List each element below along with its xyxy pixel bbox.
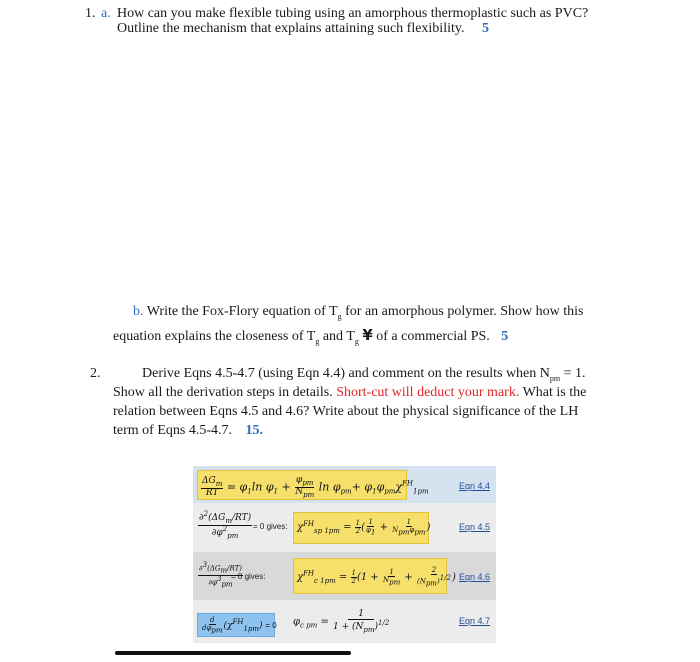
question-1a-line2: Outline the mechanism that explains attaining such flexibility. 5	[117, 21, 489, 36]
equation-4-7-condition-box: $\frac{d}{d\varphi_{pm}}$ $(\chi^{FH}_{1pm}) = 0$	[197, 613, 275, 637]
question-1a-marks: 5	[481, 21, 489, 36]
equation-4-7-condition: = 0	[265, 621, 277, 631]
equation-row-4-6	[193, 552, 496, 600]
question-2-line1: Derive Eqns 4.5-4.7 (using Eqn 4.4) and comment on the results when $N_{pm} = 1$.	[142, 366, 586, 383]
question-2-line2: Show all the derivation steps in details. Short-cut will deduct your mark. What is the	[113, 385, 587, 400]
warning-text: Short-cut will deduct your mark.	[336, 385, 520, 400]
equation-4-6-label: Eqn 4.6	[458, 572, 490, 582]
question-2-line3: relation between Eqns 4.5 and 4.6? Write about the physical significance of the LH	[113, 404, 579, 419]
equation-row-4-4	[193, 466, 496, 503]
equation-4-6-condition: = 0 gives:	[231, 572, 266, 581]
equation-4-5-label: Eqn 4.5	[458, 522, 490, 532]
question-2-line4: term of Eqns 4.5-4.7. 15.	[113, 423, 263, 438]
equation-4-5-condition: = 0 gives:	[253, 522, 288, 531]
special-symbol: ¥	[362, 326, 373, 344]
equation-4-6-condition-derivative: $\frac{\partial^3(\Delta G_m/RT)}{\partial\varphi^3_{pm}}$	[199, 561, 243, 589]
equation-4-6-formula: $\chi^{FH}_{c 1pm}$ = $\frac{1}{2}$ (1 + $\frac{1}{N_{pm}}$ + $\frac{2}{(N_{pm})^{1/2}}$ )	[293, 558, 447, 594]
question-2-marks: 15.	[245, 423, 263, 438]
question-1a-line1: How can you make flexible tubing using an amorphous thermoplastic such as PVC?	[117, 6, 589, 21]
question-1b-label: b.	[133, 304, 144, 319]
equation-4-7-label: Eqn 4.7	[458, 616, 490, 626]
equation-4-7-formula: $\varphi_{c pm}$ = $\frac{1}{1 + (N_{pm})^{1/2}}$	[293, 609, 390, 634]
home-indicator-bar	[115, 651, 351, 655]
equation-4-5-formula: $\chi^{FH}_{sp 1pm}$ = $\frac{1}{2}$ ( $\frac{1}{\varphi_1}$ + $\frac{1}{N_{pm}\varphi_{pm}}$ )	[293, 512, 429, 544]
question-1b-line1: b. Write the Fox-Flory equation of $T_g$ for an amorphous polymer. Show how this	[133, 304, 584, 321]
equation-row-4-7	[193, 600, 496, 643]
question-1a-label: a.	[101, 6, 111, 21]
equations-table	[193, 466, 496, 643]
equation-row-4-5	[193, 503, 496, 552]
question-1b-line2: equation explains the closeness of $T_g$ and $T_g$ ¥ of a commercial PS. 5	[113, 326, 509, 346]
question-1b-marks: 5	[501, 329, 509, 344]
question-1-number: 1.	[85, 6, 96, 21]
equation-4-4-formula: $\frac{\Delta G_m}{RT}$ = $\varphi_1\ln$ $\varphi_1$ + $\frac{\varphi_{pm}}{N_{pm}}$ $\ln \varphi_{pm}+ \varphi_1\varphi_{pm}\chi^{FH}_{1pm}$	[197, 470, 407, 500]
question-2-number: 2.	[90, 366, 101, 381]
equation-4-4-label: Eqn 4.4	[458, 481, 490, 491]
equation-4-5-condition-derivative: $\frac{\partial^2(\Delta G_m/RT)}{\partial\varphi^2_{pm}}$	[199, 510, 252, 540]
